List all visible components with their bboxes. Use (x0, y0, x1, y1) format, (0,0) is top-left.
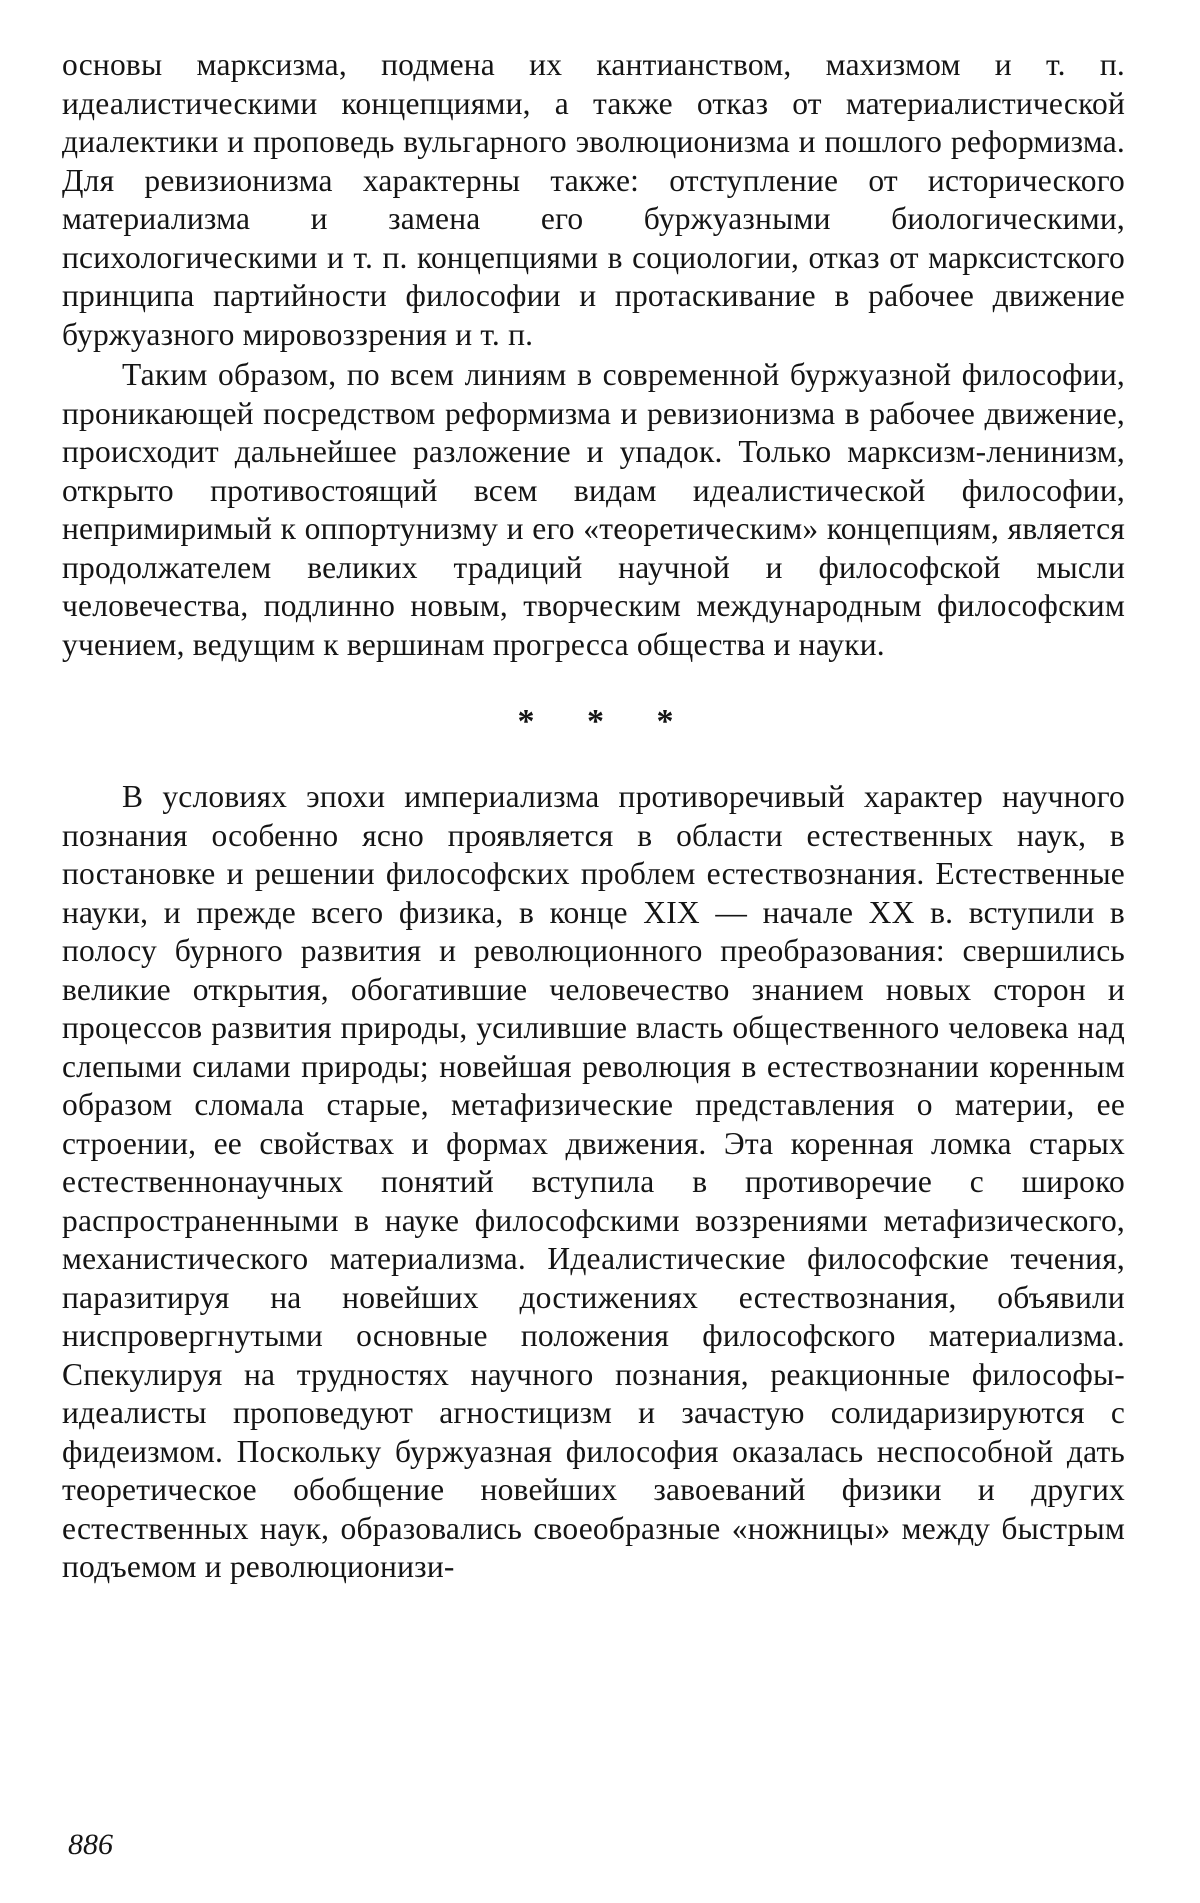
paragraph-1: основы марксизма, подмена их кантианством, махизмом и т. п. идеалистическими концепциями, а также отказ от материалистической диалектики и проповедь вульгарного эволюционизма и пошлого реформизма. Для ревизионизма характерны также: отступление от исторического материализма и замена его буржуазными биологическими, психологическими и т. п. концепциями в социологии, отказ от марксистского принципа партийности философии и протаскивание в рабочее движение буржуазного мировоззрения и т. п. (62, 47, 1125, 352)
paragraph-3: В условиях эпохи империализма противоречивый характер научного познания особенно ясно проявляется в области естественных наук, в постановке и решении философских проблем естествознания. Естественные науки, и прежде всего физика, в конце XIX — начале XX в. вступили в полосу бурного развития и революционного преобразования: свершились великие открытия, обогатившие человечество знанием новых сторон и процессов развития природы, усилившие власть общественного человека над слепыми силами природы; новейшая революция в естествознании коренным образом сломала старые, метафизические представления о материи, ее строении, ее свойствах и формах движения. Эта коренная ломка старых естественнонаучных понятий вступила в противоречие с широко распространенными в науке философскими воззрениями метафизического, механистического материализма. Идеалистические философские течения, паразитируя на новейших достижениях естествознания, объявили ниспровергнутыми основные положения философского материализма. Спекулируя на трудностях научного познания, реакционные философы-идеалисты проповедуют агностицизм и зачастую солидаризируются с фидеизмом. Поскольку буржуазная философия оказалась неспособной дать теоретическое обобщение новейших завоеваний физики и других естественных наук, образовались своеобразные «ножницы» между быстрым подъемом и революционизи- (62, 779, 1125, 1584)
page-number: 886 (68, 1828, 113, 1861)
paragraph-2: Таким образом, по всем линиям в современной буржуазной философии, проникающей посредством реформизма и ревизионизма в рабочее движение, происходит дальнейшее разложение и упадок. Только марксизм-ленинизм, открыто противостоящий всем видам идеалистической философии, непримиримый к оппортунизму и его «теоретическим» концепциям, является продолжателем великих традиций научной и философской мысли человечества, подлинно новым, творческим международным философским учением, ведущим к вершинам прогресса общества и науки. (62, 357, 1125, 662)
section-separator: * * * (517, 703, 696, 740)
page-body (62, 40, 1125, 1587)
